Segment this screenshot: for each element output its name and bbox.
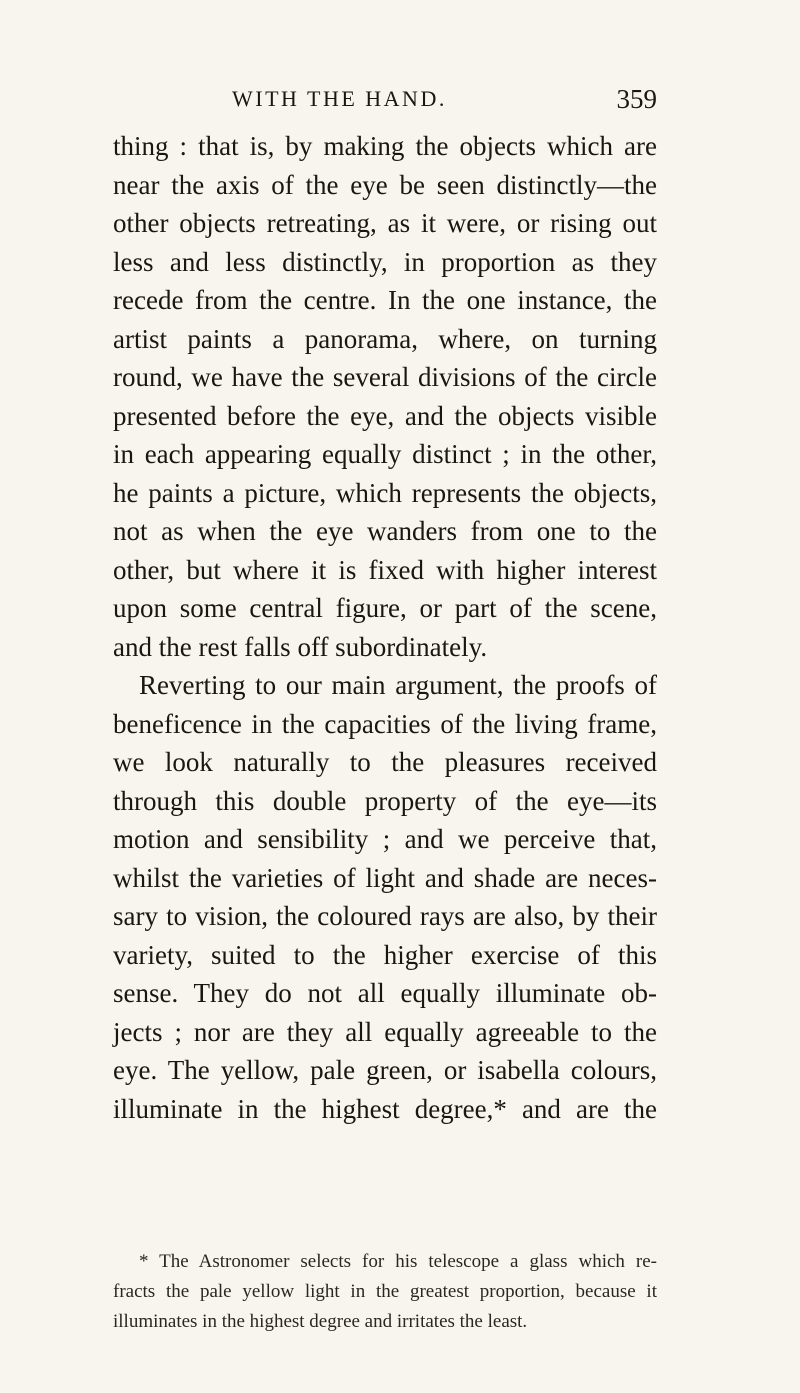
text-line: other objects retreating, as it were, or rising out [113,208,657,238]
text-line: near the axis of the eye be seen distinctly—the [113,169,657,200]
paragraph-end-line: and the rest falls off subordinately. [113,631,488,662]
footnote-line: fracts the pale yellow light in the greatest proportion, because it [113,1281,657,1302]
text-line: whilst the varieties of light and shade are neces- [113,862,657,893]
text-line: sense. They do not all equally illuminate ob- [113,978,657,1008]
text-line: upon some central figure, or part of the scene, [113,593,657,623]
text-line: he paints a picture, which represents the objects, [113,477,657,508]
text-line: presented before the eye, and the objects visible [113,400,657,431]
text-line: artist paints a panorama, where, on turning [113,323,657,354]
running-head [0,84,800,114]
footnote-line: illuminates in the highest degree and irritates the least. [113,1311,528,1332]
paragraph-start-line: Reverting to our main argument, the proofs of [139,670,657,700]
text-line: round, we have the several divisions of the circle [113,362,657,392]
body-text [113,127,657,1128]
text-line: in each appearing equally distinct ; in the other, [113,439,657,469]
text-line: eye. The yellow, pale green, or isabella colours, [113,1055,657,1085]
text-line: motion and sensibility ; and we perceive that, [113,824,657,854]
text-line: illuminate in the highest degree,* and are the [113,1093,657,1124]
text-line: recede from the centre. In the one instance, the [113,285,657,315]
footnote [113,1247,657,1337]
page-number: 359 [616,84,657,114]
text-line: less and less distinctly, in proportion as they [113,246,657,277]
text-line: thing : that is, by making the objects which are [113,131,657,161]
text-line: we look naturally to the pleasures received [113,747,657,777]
text-line: not as when the eye wanders from one to the [113,516,657,546]
text-line: through this double property of the eye—its [113,785,657,816]
text-line: jects ; nor are they all equally agreeable to the [113,1016,657,1047]
text-line: sary to vision, the coloured rays are also, by their [113,901,657,931]
running-title: WITH THE HAND. [232,86,447,111]
text-line: beneficence in the capacities of the living frame, [113,708,657,739]
text-line: other, but where it is fixed with higher interest [113,554,657,585]
text-line: variety, suited to the higher exercise of this [113,939,657,970]
footnote-line: * The Astronomer selects for his telescope a glass which re- [139,1251,657,1272]
